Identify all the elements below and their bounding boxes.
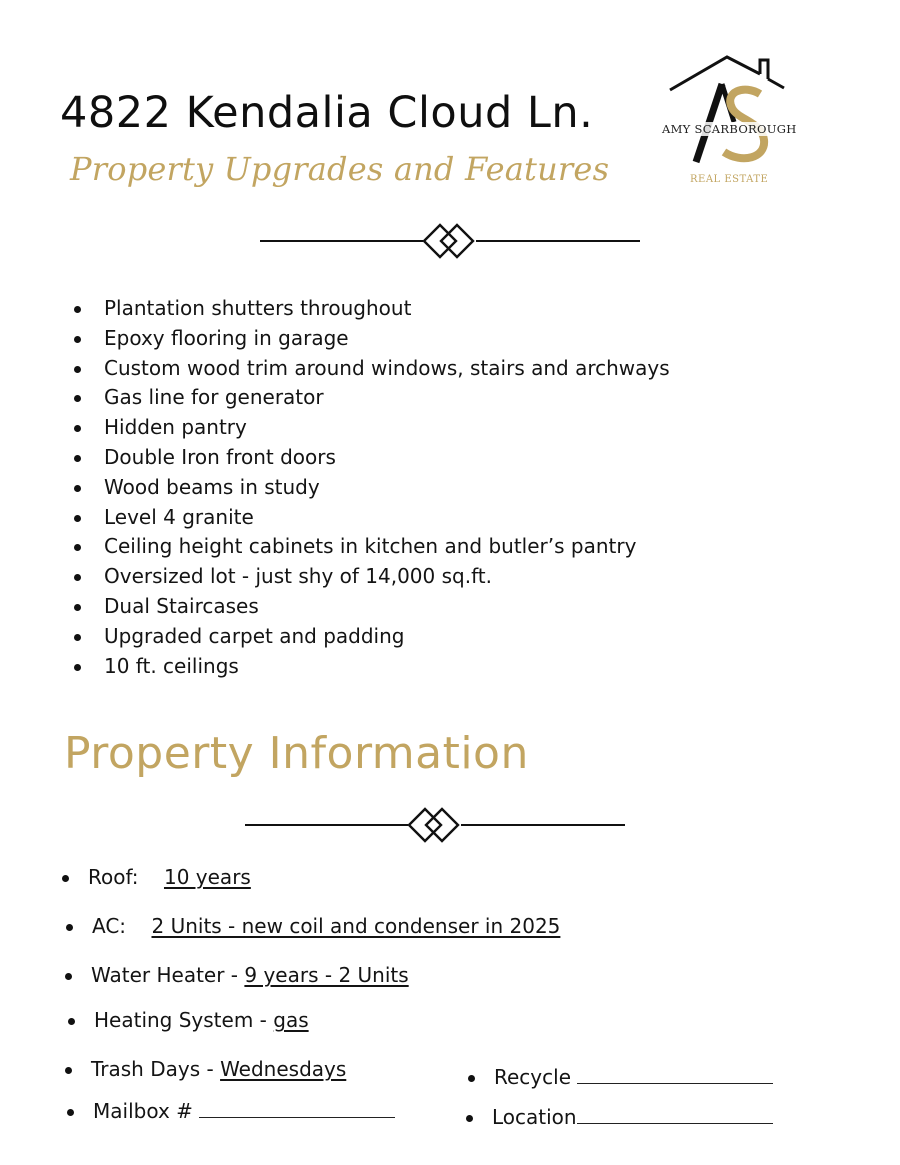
list-item: Upgraded carpet and padding [70, 622, 670, 652]
roof-label: Roof: [88, 865, 139, 889]
list-item: Plantation shutters throughout [70, 294, 670, 324]
property-address: 4822 Kendalia Cloud Ln. [60, 88, 594, 138]
mailbox-blank [199, 1099, 395, 1118]
list-item: Dual Staircases [70, 592, 670, 622]
location-info [492, 1105, 773, 1129]
list-item: Ceiling height cabinets in kitchen and butler’s pantry [70, 532, 670, 562]
mailbox-info [93, 1099, 395, 1123]
logo-tagline: REAL ESTATE [690, 174, 769, 185]
water-heater-label: Water Heater - [91, 963, 239, 987]
location-blank [577, 1105, 773, 1124]
list-item: 10 ft. ceilings [70, 652, 670, 682]
trash-value: Wednesdays [220, 1057, 347, 1081]
roof-info [88, 865, 251, 889]
list-item: Double Iron front doors [70, 443, 670, 473]
features-list [70, 294, 670, 681]
heating-label: Heating System - [94, 1008, 267, 1032]
recycle-info [494, 1065, 773, 1089]
list-item: Wood beams in study [70, 473, 670, 503]
list-item: Epoxy flooring in garage [70, 324, 670, 354]
water-heater-info [91, 963, 409, 987]
ornamental-divider [258, 222, 643, 260]
location-label: Location [492, 1105, 577, 1129]
roof-value: 10 years [163, 865, 251, 889]
recycle-label: Recycle [494, 1065, 571, 1089]
heating-value: gas [273, 1008, 309, 1032]
list-item: Oversized lot - just shy of 14,000 sq.ft. [70, 562, 670, 592]
list-item: Gas line for generator [70, 383, 670, 413]
list-item: Custom wood trim around windows, stairs and archways [70, 354, 670, 384]
page-subtitle: Property Upgrades and Features [70, 150, 610, 188]
water-heater-value: 9 years - 2 Units [244, 963, 409, 987]
mailbox-label: Mailbox # [93, 1099, 193, 1123]
list-item: Level 4 granite [70, 503, 670, 533]
list-item: Hidden pantry [70, 413, 670, 443]
ac-label: AC: [92, 914, 127, 938]
recycle-blank [577, 1065, 773, 1084]
ac-value: 2 Units - new coil and condenser in 2025 [151, 914, 561, 938]
logo-name: AMY SCARBOROUGH [662, 122, 797, 136]
section-heading: Property Information [64, 728, 529, 779]
trash-info [91, 1057, 346, 1081]
heating-info [94, 1008, 309, 1032]
ornamental-divider [243, 806, 628, 844]
ac-info [92, 914, 560, 938]
trash-label: Trash Days - [91, 1057, 214, 1081]
brand-logo [660, 52, 800, 192]
